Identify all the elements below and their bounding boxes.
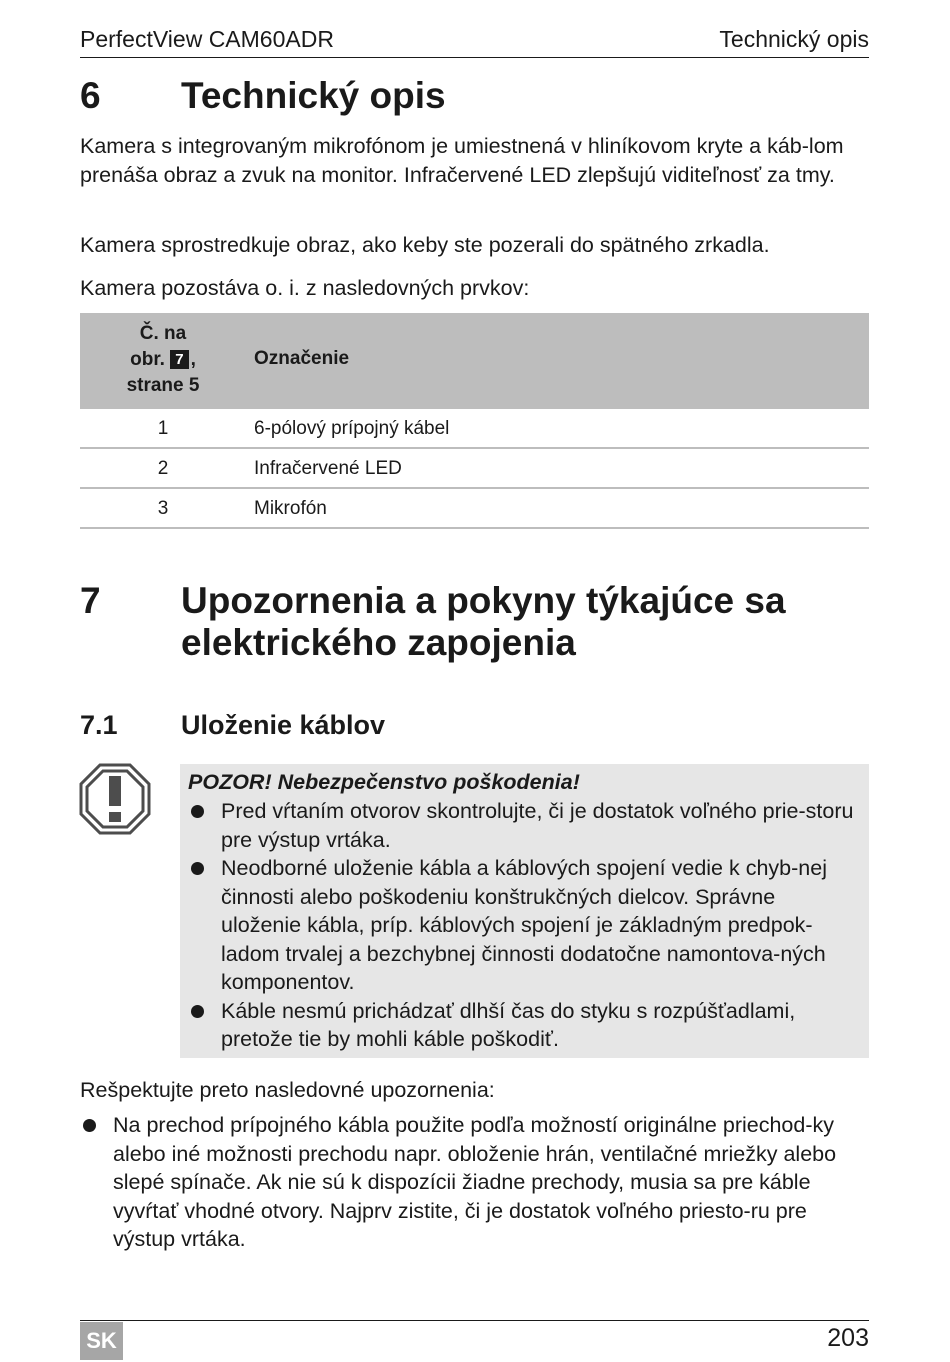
components-table (80, 313, 869, 529)
language-badge: SK (80, 1322, 123, 1360)
row-label: 6-pólový prípojný kábel (254, 418, 450, 439)
table-row (80, 409, 869, 449)
section-6-paragraph-3: Kamera pozostáva o. i. z nasledovných prvkov: (80, 276, 530, 300)
table-header-label: Označenie (254, 348, 350, 369)
instruction-bullet: Na prechod prípojného kábla použite podľa možností originálne priechod-ky alebo iné možnosti prechodu napr. obloženie hrán, ventilačné mriežky alebo slepé spínače. Ak nie sú k dispozícii žiadne prechody, musia sa pre káble vyvŕtať vhodné otvory. Najprv zistite, či je dostatok voľného priesto-ru pre výstup vrtáka. (80, 1111, 872, 1254)
section-7-1-title: Uloženie káblov (181, 710, 386, 740)
warning-box (180, 764, 869, 1058)
octagon-exclamation-icon (79, 763, 151, 835)
section-7-1-intro: Rešpektujte preto nasledovné upozornenia: (80, 1078, 495, 1102)
table-row (80, 489, 869, 529)
table-row (80, 449, 869, 489)
warning-bullet: Káble nesmú prichádzať dlhší čas do styku s rozpúšťadlami, pretože tie by mohli káble poškodiť. (188, 997, 859, 1054)
warning-title: POZOR! Nebezpečenstvo poškodenia! (188, 770, 580, 794)
page-header (80, 26, 869, 58)
warning-bullet: Neodborné uloženie kábla a káblových spojení vedie k chyb-nej činnosti alebo poškodeniu konštrukčných dielcov. Správne uloženie kábla, príp. káblových spojení je základným predpok-ladom trvalej a bezchybnej činnosti dodatočne namontova-ných komponentov. (188, 854, 859, 997)
section-7-title: Upozornenia a pokyny týkajúce sa elektrického zapojenia (181, 580, 786, 663)
table-header (80, 313, 869, 409)
row-label: Infračervené LED (254, 458, 402, 479)
row-number: 3 (157, 498, 169, 519)
header-section-name: Technický opis (719, 26, 869, 52)
row-number: 2 (157, 458, 169, 479)
section-7-1-number: 7.1 (80, 710, 118, 740)
section-6-paragraph-2: Kamera sprostredkuje obraz, ako keby ste pozerali do spätného zrkadla. (80, 233, 770, 257)
footer-divider (80, 1320, 869, 1321)
section-6-paragraph-1: Kamera s integrovaným mikrofónom je umiestnená v hliníkovom kryte a káb-lom prenáša obraz a zvuk na monitor. Infračervené LED zlepšujú viditeľnosť za tmy. (80, 134, 844, 187)
header-number-line-2 (80, 347, 246, 373)
header-number-line-1: Č. na (139, 323, 187, 344)
section-6-title: Technický opis (181, 75, 446, 116)
header-comma: , (190, 349, 196, 370)
table-header-number (80, 321, 246, 399)
warning-bullet: Pred vŕtaním otvorov skontrolujte, či je dostatok voľného prie-storu pre výstup vrtáka. (188, 797, 859, 854)
section-7-number: 7 (80, 580, 101, 621)
row-label: Mikrofón (254, 498, 327, 519)
header-fig-label: obr. (130, 349, 165, 370)
figure-number-badge: 7 (170, 350, 188, 369)
page-number: 203 (827, 1324, 869, 1352)
section-6-number: 6 (80, 75, 101, 116)
row-number: 1 (157, 418, 169, 439)
header-product-name: PerfectView CAM60ADR (80, 26, 334, 52)
header-number-line-3: strane 5 (126, 375, 200, 396)
